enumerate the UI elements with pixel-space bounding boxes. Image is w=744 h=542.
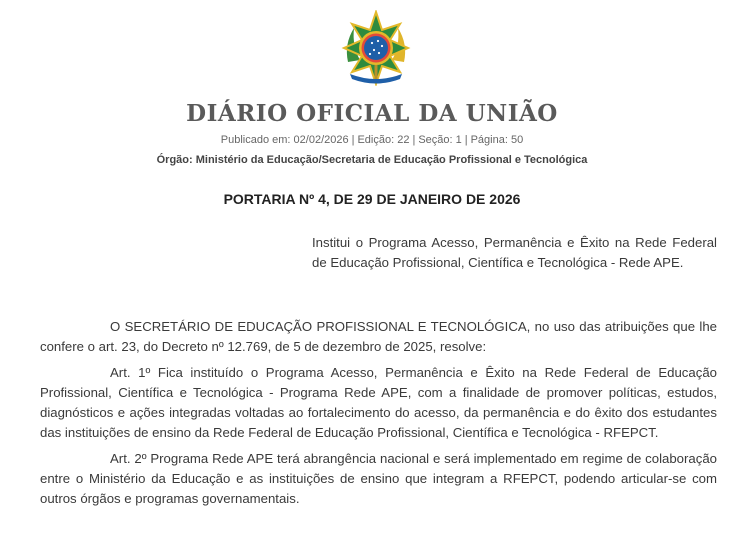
preamble-paragraph: O SECRETÁRIO DE EDUCAÇÃO PROFISSIONAL E TECNOLÓGICA, no uso das atribuições que lhe confere o art. 23, do Decreto nº 12.769, de 5 de dezembro de 2025, resolve: (40, 319, 717, 354)
page-number: Página: 50 (470, 134, 524, 146)
edition-number: Edição: 22 (357, 134, 410, 146)
agency-value: Ministério da Educação/Secretaria de Educação Profissional e Tecnológica (195, 154, 588, 166)
article-1-paragraph: Art. 1º Fica instituído o Programa Acesso, Permanência e Êxito na Rede Federal de Educação Profissional, Científica e Tecnológica - Programa Rede APE, com a finalidade de promover políticas, estudos, diagnósticos e ações integradas voltadas ao fortalecimento do acesso, da permanência e do êxito dos estudantes das instituições de ensino da Rede Federal de Educação Profissional, Científica e Tecnológica - RFEPCT. (40, 365, 717, 440)
issuing-agency (0, 153, 744, 167)
agency-label: Órgão: (156, 154, 193, 166)
separator: | (412, 134, 416, 146)
separator: | (351, 134, 355, 146)
publication-metadata (0, 133, 744, 147)
ordinance-body (40, 317, 717, 515)
publication-date: Publicado em: 02/02/2026 (220, 134, 349, 146)
brazil-coat-of-arms-icon (338, 10, 414, 86)
separator: | (464, 134, 468, 146)
article-2-paragraph: Art. 2º Programa Rede APE terá abrangência nacional e será implementado em regime de colaboração entre o Ministério da Educação e as instituições de ensino que integram a RFEPCT, podendo articular-se com outros órgãos e programas governamentais. (40, 451, 717, 506)
section-number: Seção: 1 (418, 134, 462, 146)
gazette-title: DIÁRIO OFICIAL DA UNIÃO (186, 100, 558, 127)
ordinance-title: PORTARIA Nº 4, DE 29 DE JANEIRO DE 2026 (223, 191, 521, 207)
ordinance-summary: Institui o Programa Acesso, Permanência e Êxito na Rede Federal de Educação Profissional, Científica e Tecnológica - Rede APE. (312, 235, 717, 270)
